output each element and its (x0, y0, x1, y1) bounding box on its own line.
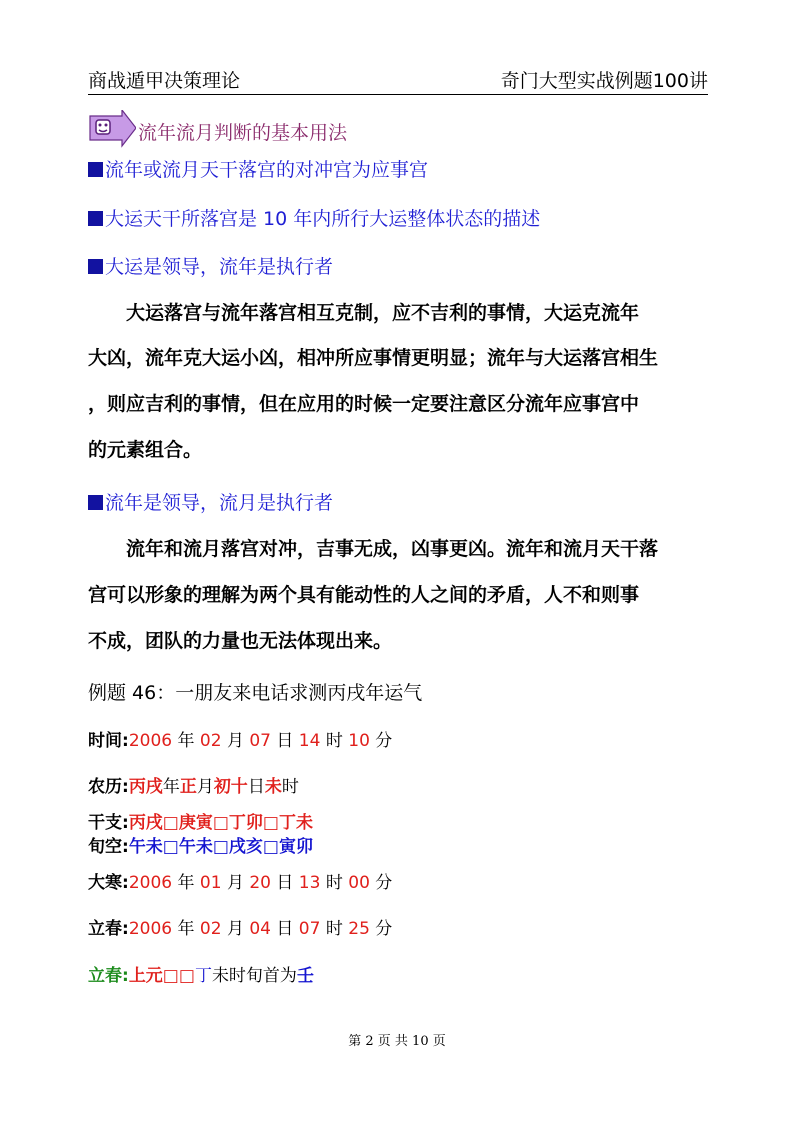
lichun-row: 立春:2006 年 02 月 04 日 07 时 25 分 (88, 919, 393, 939)
square-bullet-icon (88, 211, 103, 226)
lunar-row: 农历:丙戌年正月初十日未时 (88, 777, 299, 797)
square-bullet-icon (88, 162, 103, 177)
square-bullet-icon (88, 495, 103, 510)
heading-1: 流年或流月天干落宫的对冲宫为应事宫 (88, 155, 428, 182)
heading-4: 流年是领导，流月是执行者 (88, 488, 333, 515)
paragraph-1: 大运落宫与流年落宫相互克制，应不吉利的事情，大运克流年 大凶，流年克大运小凶，相冲所应事情更明显；流年与大运落宫相生 ，则应吉利的事情，但在应用的时候一定要注意区分流年应事宫中 的元素组合。 (88, 302, 659, 461)
header-right-title: 奇门大型实战例题100讲 (500, 70, 708, 92)
ganzhi-row: 干支:丙戌□庚寅□丁卯□丁未 (88, 813, 313, 833)
section-title: 流年流月判断的基本用法 (138, 122, 348, 144)
paragraph-2: 流年和流月落宫对冲，吉事无成，凶事更凶。流年和流月天干落 宫可以形象的理解为两个具有能动性的人之间的矛盾，人不和则事 不成，团队的力量也无法体现出来。 (88, 538, 659, 652)
dahan-row: 大寒:2006 年 01 月 20 日 13 时 00 分 (88, 873, 393, 893)
example-title: 例题 46：一朋友来电话求测丙戌年运气 (88, 682, 423, 704)
lichun-yuan-row: 立春:上元□□丁未时旬首为壬 (88, 966, 314, 986)
xunkong-row: 旬空:午未□午未□戌亥□寅卯 (88, 837, 313, 857)
heading-2: 大运天干所落宫是 10 年内所行大运整体状态的描述 (88, 204, 540, 231)
header-left-title: 商战遁甲决策理论 (88, 70, 241, 92)
time-row: 时间:2006 年 02 月 07 日 14 时 10 分 (88, 731, 393, 751)
pointing-hand-arrow-icon (88, 110, 136, 150)
square-bullet-icon (88, 259, 103, 274)
heading-3: 大运是领导，流年是执行者 (88, 252, 333, 279)
page-header (88, 66, 708, 95)
page-footer: 第 2 页 共 10 页 (348, 1034, 446, 1049)
